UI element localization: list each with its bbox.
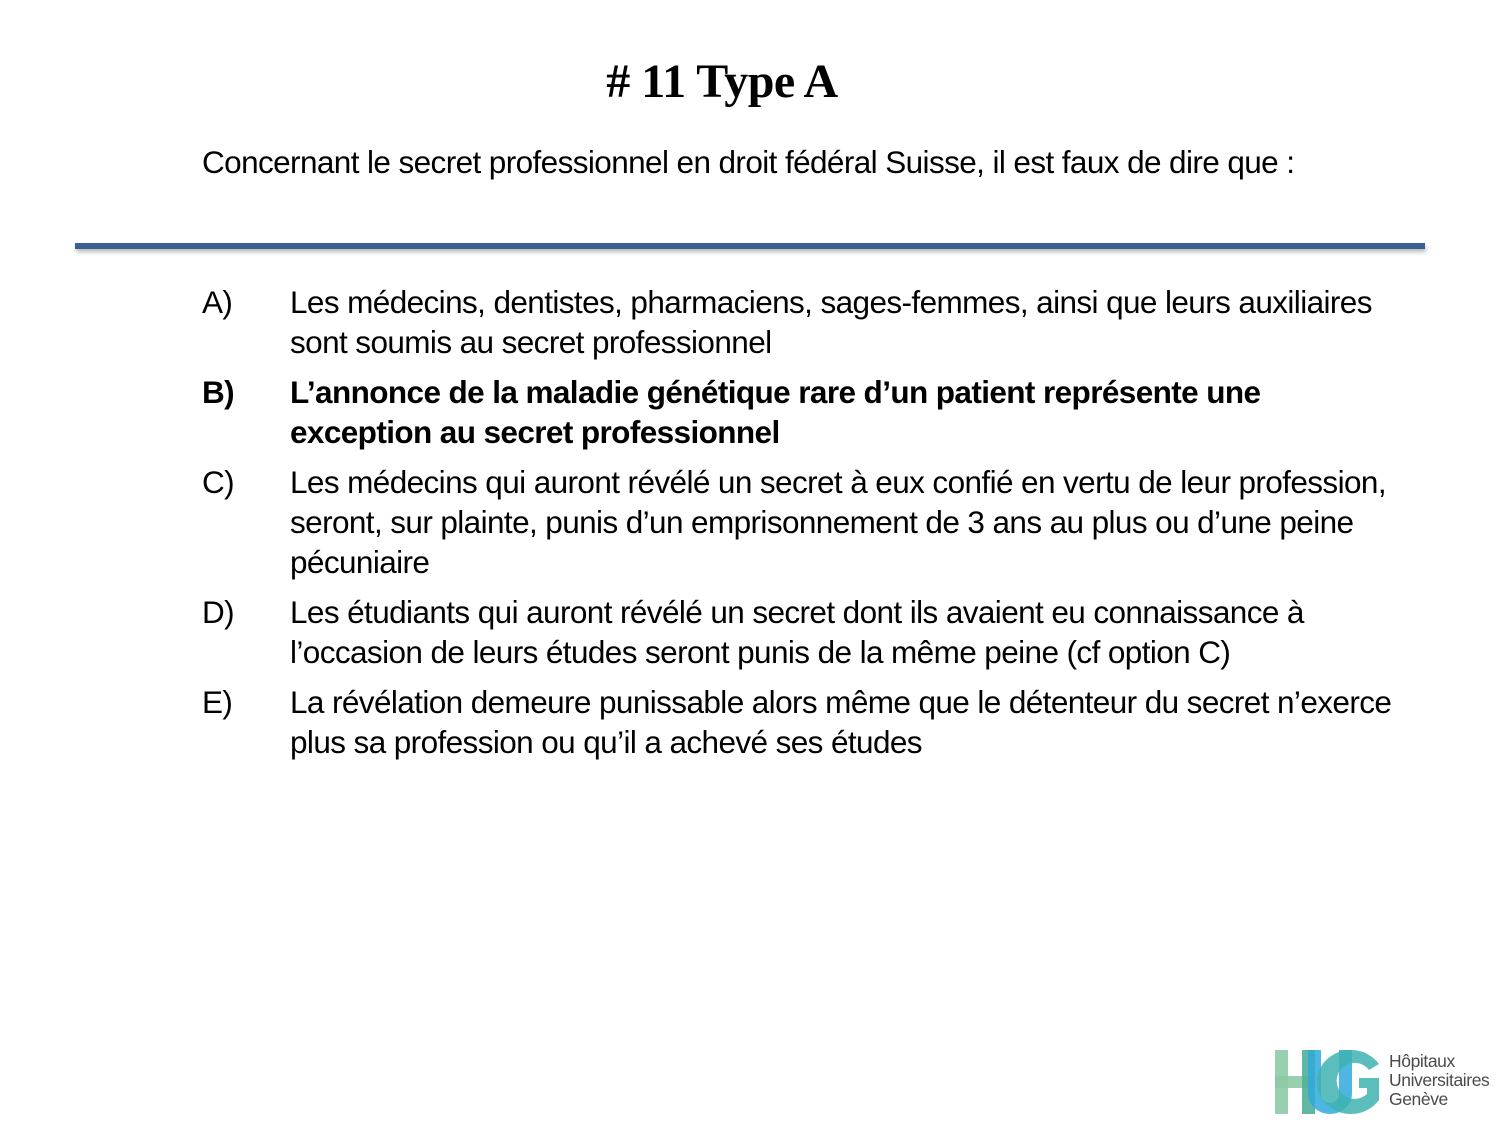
option-a — [202, 282, 1392, 362]
option-c — [202, 462, 1392, 582]
title-divider — [75, 243, 1425, 249]
logo-line-2: Universitaires — [1389, 1070, 1490, 1090]
option-letter: B) — [202, 374, 235, 410]
option-letter: E) — [202, 684, 233, 720]
option-letter: D) — [202, 594, 235, 630]
option-d — [202, 592, 1392, 672]
option-e — [202, 682, 1392, 762]
option-text: Les médecins qui auront révélé un secret à eux confié en vertu de leur profession, seront, sur plainte, punis d’un emprisonnement de 3 ans au plus ou d’une peine pécuniaire — [290, 464, 1386, 580]
logo-line-1: Hôpitaux — [1389, 1051, 1455, 1071]
question-text: Concernant le secret professionnel en droit fédéral Suisse, il est faux de dire que : — [202, 144, 1295, 180]
option-b-highlighted — [202, 372, 1392, 452]
answer-options — [202, 282, 1392, 772]
hug-logo-mark-icon — [1275, 1050, 1379, 1114]
hug-logo — [1275, 1050, 1489, 1114]
option-text: Les étudiants qui auront révélé un secret dont ils avaient eu connaissance à l’occasion de leurs études seront punis de la même peine (cf option C) — [290, 594, 1304, 670]
option-text: L’annonce de la maladie génétique rare d’un patient représente une exception au secret professionnel — [290, 374, 1261, 450]
option-letter: C) — [202, 464, 235, 500]
slide-title: # 11 Type A — [606, 55, 838, 108]
hug-logo-text — [1389, 1052, 1489, 1109]
option-letter: A) — [202, 284, 233, 320]
logo-line-3: Genève — [1389, 1089, 1448, 1109]
option-text: Les médecins, dentistes, pharmaciens, sages-femmes, ainsi que leurs auxiliaires sont soumis au secret professionnel — [290, 284, 1372, 360]
option-text: La révélation demeure punissable alors même que le détenteur du secret n’exerce plus sa profession ou qu’il a achevé ses études — [290, 684, 1392, 760]
